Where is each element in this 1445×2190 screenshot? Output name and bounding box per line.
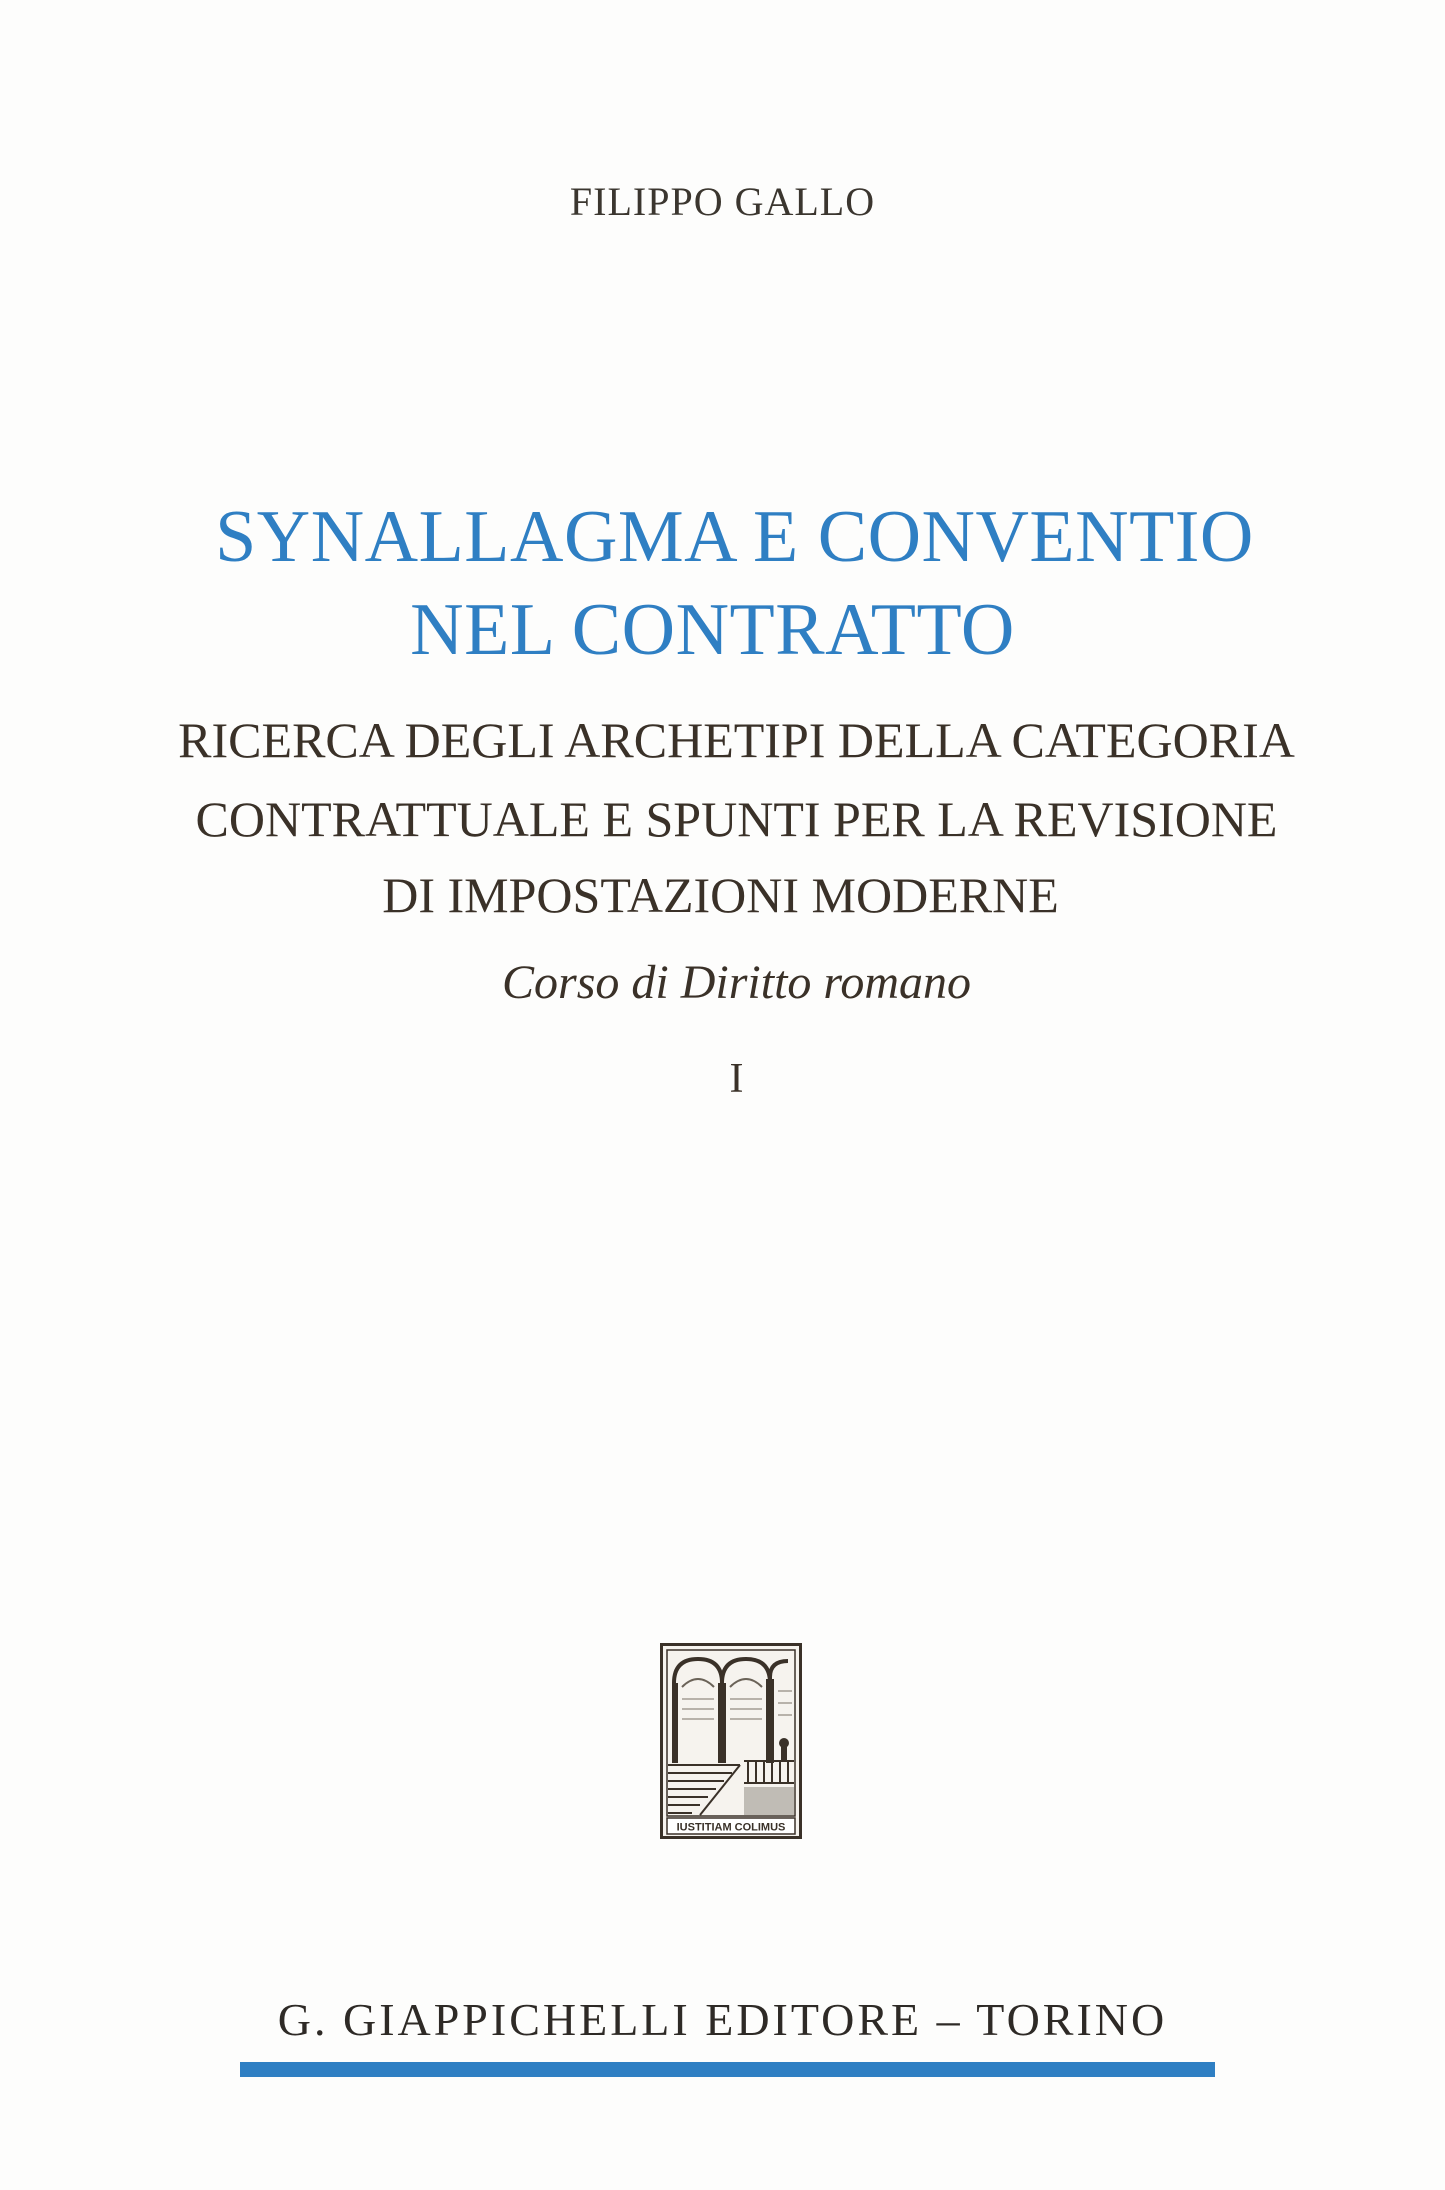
volume-number: I xyxy=(729,1056,744,1102)
staircase-arcade-emblem-icon xyxy=(660,1643,802,1839)
logo-motto: IUSTITIAM COLIMUS xyxy=(676,1821,786,1834)
author-name: FILIPPO GALLO xyxy=(569,179,876,224)
subtitle-line-1: RICERCA DEGLI ARCHETIPI DELLA CATEGORIA xyxy=(178,712,1295,768)
publisher-rule xyxy=(240,2062,1215,2077)
title-line-1: SYNALLAGMA E CONVENTIO xyxy=(215,496,1254,578)
subtitle-line-2: CONTRATTUALE E SPUNTI PER LA REVISIONE xyxy=(195,791,1278,847)
course-name: Corso di Diritto romano xyxy=(502,956,971,1009)
title-line-2: NEL CONTRATTO xyxy=(410,589,1015,671)
publisher-name: G. GIAPPICHELLI EDITORE – TORINO xyxy=(277,1994,1168,2045)
subtitle-line-3: DI IMPOSTAZIONI MODERNE xyxy=(382,867,1059,923)
